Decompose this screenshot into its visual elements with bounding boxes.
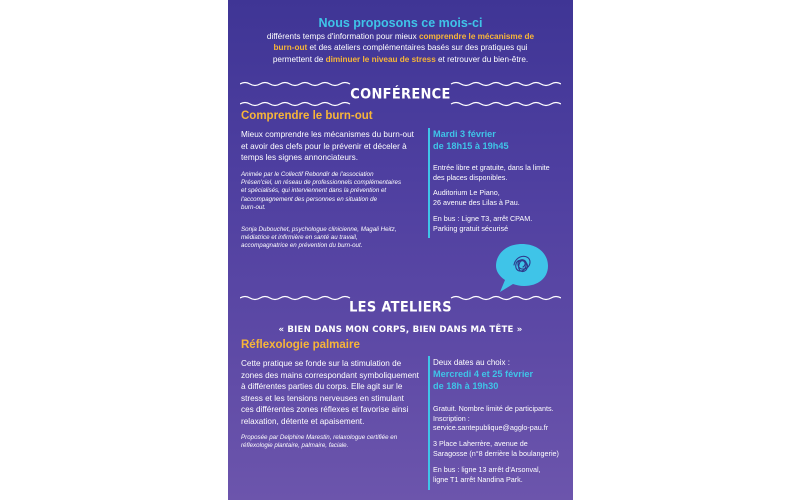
access-line: des places disponibles. [433,172,508,182]
conference-date-line: Mardi 3 février [433,129,496,139]
flyer [228,0,573,500]
intro-highlight-stress: diminuer le niveau de stress [325,54,436,64]
ateliers-description-line: à différentes parties du corps. Elle agit sur le [241,382,403,392]
wavy-divider-bottom [240,100,561,108]
transport-line: En bus : Ligne T3, arrêt CPAM. [433,214,533,223]
registration-line: Inscription : [433,413,470,423]
ateliers-date-line: Mercredi 4 et 25 février [433,369,534,379]
ateliers-dates-intro: Deux dates au choix : [433,358,510,367]
intro-text [238,31,563,65]
intro-line-2: et des ateliers complémentaires basés sur des pratiques qui [307,43,528,53]
venue-line: 26 avenue des Lilas à Pau. [433,197,520,207]
organizer-line: l'accompagnement des personnes en situation de [241,195,378,203]
conference-description [241,129,426,164]
conference-date [433,129,568,152]
intro-title: Nous proposons ce mois-ci [318,16,483,30]
conference-title: Comprendre le burn-out [241,110,373,122]
conference-venue [433,188,571,207]
speech-bubble-scribble-icon [492,240,552,295]
conference-time-line: de 18h15 à 19h45 [433,140,509,151]
conference-organizer [241,171,426,212]
intro-line-1: différents temps d'information pour mieux [266,32,419,41]
ateliers-venue [433,439,571,458]
transport-line: En bus : ligne 13 arrêt d'Arsonval, [433,465,541,474]
ateliers-date [433,369,571,392]
transport-line: ligne T1 arrêt Nandina Park. [433,474,523,484]
ateliers-facilitator [241,434,431,450]
registration-email[interactable]: service.santepublique@agglo-pau.fr [433,423,549,433]
conference-side-line [428,128,430,238]
venue-line: Auditorium Le Piano, [433,188,500,197]
conference-heading: CONFÉRENCE [350,86,451,103]
speakers-line: accompagnatrice en prévention du burn-out. [241,242,363,250]
ateliers-description-line: relaxation, détente et apaisement. [241,416,365,426]
organizer-line: Présen'ciel, un réseau de professionnels complémentaires [241,179,402,187]
intro-highlight-mechanism: comprendre le mécanisme de [418,32,535,41]
conference-access [433,163,571,182]
ateliers-time-line: de 18h à 19h30 [433,380,499,391]
ateliers-description [241,358,426,428]
ateliers-registration [433,404,571,433]
organizer-line: et spécialisés, qui interviennent dans la prévention et [241,187,387,195]
organizer-line: Animée par le Collectif Rebondir de l'association [241,171,374,178]
organizer-line: burn-out. [241,203,266,211]
ateliers-description-line: zones des mains correspondant symboliquement [241,370,419,380]
conference-description-line: temps les signes annonciateurs. [241,153,358,163]
conference-transport [433,214,571,233]
registration-line: Gratuit. Nombre limité de participants. [433,404,554,413]
ateliers-subheading: « BIEN DANS MON CORPS, BIEN DANS MA TÊTE » [278,325,523,335]
ateliers-description-line: stress et les tensions nerveuses en stimulant [241,393,404,403]
facilitator-line: réflexologie plantaire, palmaire, faciale. [241,442,349,450]
ateliers-transport [433,465,571,484]
ateliers-side-line [428,356,430,490]
venue-line: Saragosse (n°8 derrière la boulangerie) [433,448,559,458]
transport-line: Parking gratuit sécurisé [433,223,509,233]
venue-line: 3 Place Laherrère, avenue de [433,439,528,448]
conference-speakers [241,226,426,251]
facilitator-line: Proposée par Delphine Marestin, relaxologue certifiée en [241,434,398,441]
ateliers-title: Réflexologie palmaire [241,339,360,351]
ateliers-description-line: ces différentes zones réflexes et favorise ainsi [241,405,409,415]
speakers-line: Sonja Dubouchet, psychologue clinicienne, Magali Heitz, [241,226,397,233]
ateliers-description-line: Cette pratique se fonde sur la stimulation de [241,359,402,368]
intro-line-3a: permettent de [272,54,326,64]
conference-description-line: Mieux comprendre les mécanismes du burn-out [241,130,414,139]
access-line: Entrée libre et gratuite, dans la limite [433,163,550,172]
intro-highlight-burnout: burn-out [273,43,308,53]
speakers-line: médiatrice et infirmière en santé au travail, [241,234,358,242]
intro-line-3b: et retrouver du bien-être. [435,54,529,64]
conference-description-line: et avoir des clefs pour le prévenir et déceler à [241,141,407,151]
ateliers-heading: LES ATELIERS [349,299,452,316]
